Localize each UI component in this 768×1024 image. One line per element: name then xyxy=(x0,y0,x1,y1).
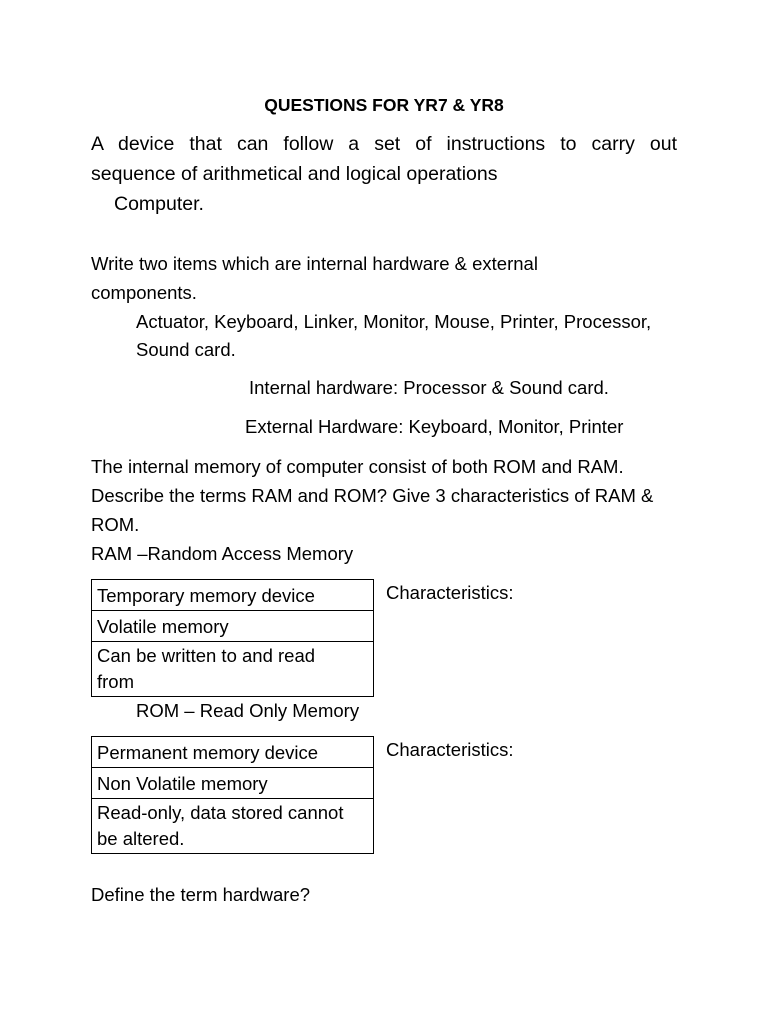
cell-line: Can be written to and read xyxy=(97,645,316,666)
table-row xyxy=(92,768,374,799)
question-1-line-1: A device that can follow a set of instructions to carry out xyxy=(91,133,677,155)
rom-heading: ROM – Read Only Memory xyxy=(136,700,360,721)
rom-characteristics-table xyxy=(91,736,374,854)
question-4-text: Define the term hardware? xyxy=(91,884,311,905)
ram-characteristics-label: Characteristics: xyxy=(386,582,514,603)
cell-line: from xyxy=(97,671,134,692)
question-2-line-1: Write two items which are internal hardware & external xyxy=(91,253,538,274)
cell-line: be altered. xyxy=(97,828,185,849)
table-cell: Non Volatile memory xyxy=(92,768,374,799)
question-3-line-3: ROM. xyxy=(91,514,140,535)
table-row xyxy=(92,799,374,854)
table-row xyxy=(92,642,374,697)
table-cell: Volatile memory xyxy=(92,611,374,642)
question-2-line-2: components. xyxy=(91,282,197,303)
ram-characteristics-table xyxy=(91,579,374,697)
table-cell: Permanent memory device xyxy=(92,737,374,768)
table-cell xyxy=(92,799,374,854)
question-3-line-1: The internal memory of computer consist of both ROM and RAM. xyxy=(91,456,624,477)
external-hardware-answer: External Hardware: Keyboard, Monitor, Printer xyxy=(245,416,624,437)
question-1-line-2: sequence of arithmetical and logical operations xyxy=(91,163,498,185)
rom-characteristics-label: Characteristics: xyxy=(386,739,514,760)
question-2-options-line-1: Actuator, Keyboard, Linker, Monitor, Mouse, Printer, Processor, xyxy=(136,311,652,332)
table-row xyxy=(92,580,374,611)
ram-heading: RAM –Random Access Memory xyxy=(91,543,354,564)
page-title: QUESTIONS FOR YR7 & YR8 xyxy=(264,95,504,115)
question-3-line-2: Describe the terms RAM and ROM? Give 3 characteristics of RAM & xyxy=(91,485,654,506)
table-cell xyxy=(92,642,374,697)
table-row xyxy=(92,611,374,642)
table-cell: Temporary memory device xyxy=(92,580,374,611)
table-row xyxy=(92,737,374,768)
question-1-answer: Computer. xyxy=(114,193,204,215)
internal-hardware-answer: Internal hardware: Processor & Sound card. xyxy=(249,377,609,398)
cell-line: Read-only, data stored cannot xyxy=(97,802,344,823)
question-2-options-line-2: Sound card. xyxy=(136,339,236,360)
